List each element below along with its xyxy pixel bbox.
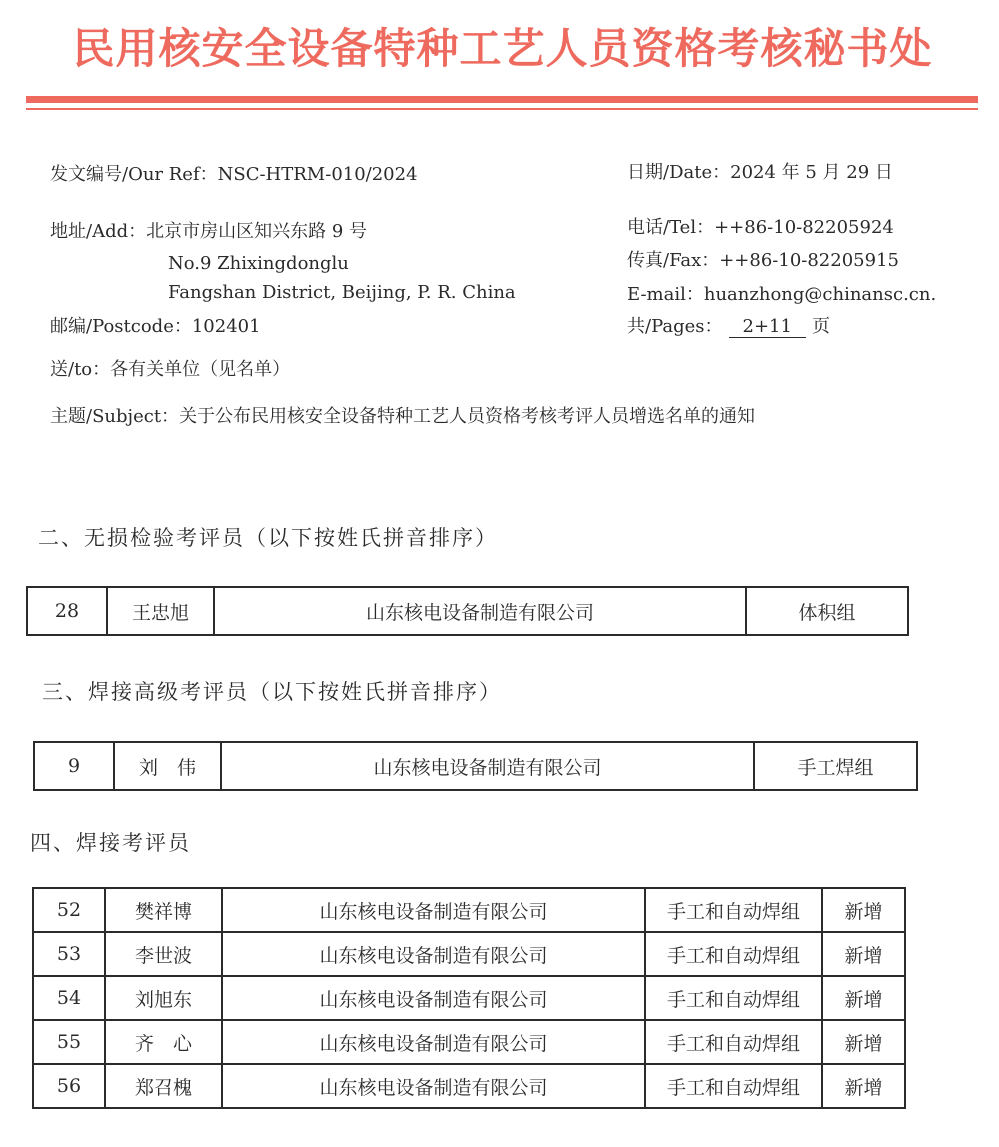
pages-unit: 页 [811,316,830,337]
tel-line [627,213,894,239]
cell-group: 手工和自动焊组 [645,1064,822,1108]
ref-line [50,160,418,186]
date-line [627,158,893,184]
cell-name: 王忠旭 [107,587,214,635]
subject-line [50,402,755,428]
to-value: 各有关单位（见名单） [110,359,291,380]
section-title-welding: 四、焊接考评员 [30,831,191,855]
cell-company: 山东核电设备制造有限公司 [221,742,754,790]
postcode-label: 邮编/Postcode： [50,316,192,337]
cell-number: 54 [33,976,105,1020]
address-label: 地址/Add： [50,221,147,242]
section-title-ndt: 二、无损检验考评员（以下按姓氏拼音排序） [38,526,498,550]
cell-status: 新增 [822,976,905,1020]
cell-company: 山东核电设备制造有限公司 [222,888,645,932]
address-value-en-1: No.9 Zhixingdonglu [168,253,349,274]
cell-name: 李世波 [105,932,222,976]
address-value-cn: 北京市房山区知兴东路 9 号 [146,221,368,242]
cell-name: 刘 伟 [114,742,221,790]
ref-value: NSC-HTRM-010/2024 [217,164,418,185]
cell-company: 山东核电设备制造有限公司 [222,1064,645,1108]
fax-label: 传真/Fax： [627,250,720,271]
cell-group: 体积组 [746,587,908,635]
address-value-en-2: Fangshan District, Beijing, P. R. China [168,282,516,303]
fax-value: ++86-10-82205915 [719,250,899,271]
table-row [33,976,905,1020]
postcode-line [50,312,261,338]
cell-name: 刘旭东 [105,976,222,1020]
cell-group: 手工和自动焊组 [645,976,822,1020]
cell-status: 新增 [822,1064,905,1108]
subject-value: 关于公布民用核安全设备特种工艺人员资格考核考评人员增选名单的通知 [179,406,756,427]
table-ndt-examiners [26,586,909,636]
cell-name: 樊祥博 [105,888,222,932]
table-row [27,587,908,635]
letterhead-rule-thick [26,96,978,103]
email-label: E-mail： [627,284,704,305]
subject-label: 主题/Subject： [50,406,180,427]
cell-number: 28 [27,587,107,635]
cell-number: 53 [33,932,105,976]
cell-company: 山东核电设备制造有限公司 [222,1020,645,1064]
cell-company: 山东核电设备制造有限公司 [222,976,645,1020]
cell-name: 齐 心 [105,1020,222,1064]
email-line [627,280,936,306]
email-value: huanzhong@chinansc.cn. [703,284,937,305]
to-label: 送/to： [50,359,111,380]
fax-line [627,246,899,272]
org-letterhead-title: 民用核安全设备特种工艺人员资格考核秘书处 [72,24,933,73]
section-title-senior-welding: 三、焊接高级考评员（以下按姓氏拼音排序） [42,680,502,704]
table-row [33,1020,905,1064]
cell-status: 新增 [822,932,905,976]
pages-value: 2+11 [729,316,806,338]
cell-number: 55 [33,1020,105,1064]
cell-name: 郑召槐 [105,1064,222,1108]
letterhead-rule-thin [26,108,978,110]
cell-group: 手工和自动焊组 [645,888,822,932]
cell-group: 手工和自动焊组 [645,1020,822,1064]
cell-status: 新增 [822,1020,905,1064]
table-row [34,742,917,790]
postcode-value: 102401 [191,316,261,337]
table-row [33,888,905,932]
date-value: 2024 年 5 月 29 日 [730,162,893,183]
pages-label: 共/Pages： [627,316,723,337]
table-row [33,1064,905,1108]
address-line [50,217,367,243]
table-senior-welding-examiners [33,741,918,791]
cell-number: 56 [33,1064,105,1108]
tel-value: ++86-10-82205924 [714,217,894,238]
table-welding-examiners [32,887,906,1109]
cell-number: 9 [34,742,114,790]
pages-line [627,312,830,338]
to-line [50,355,290,381]
tel-label: 电话/Tel： [627,217,715,238]
ref-label: 发文编号/Our Ref： [50,164,218,185]
cell-group: 手工焊组 [754,742,917,790]
cell-company: 山东核电设备制造有限公司 [222,932,645,976]
table-row [33,932,905,976]
cell-number: 52 [33,888,105,932]
date-label: 日期/Date： [627,162,731,183]
cell-status: 新增 [822,888,905,932]
cell-company: 山东核电设备制造有限公司 [214,587,746,635]
cell-group: 手工和自动焊组 [645,932,822,976]
